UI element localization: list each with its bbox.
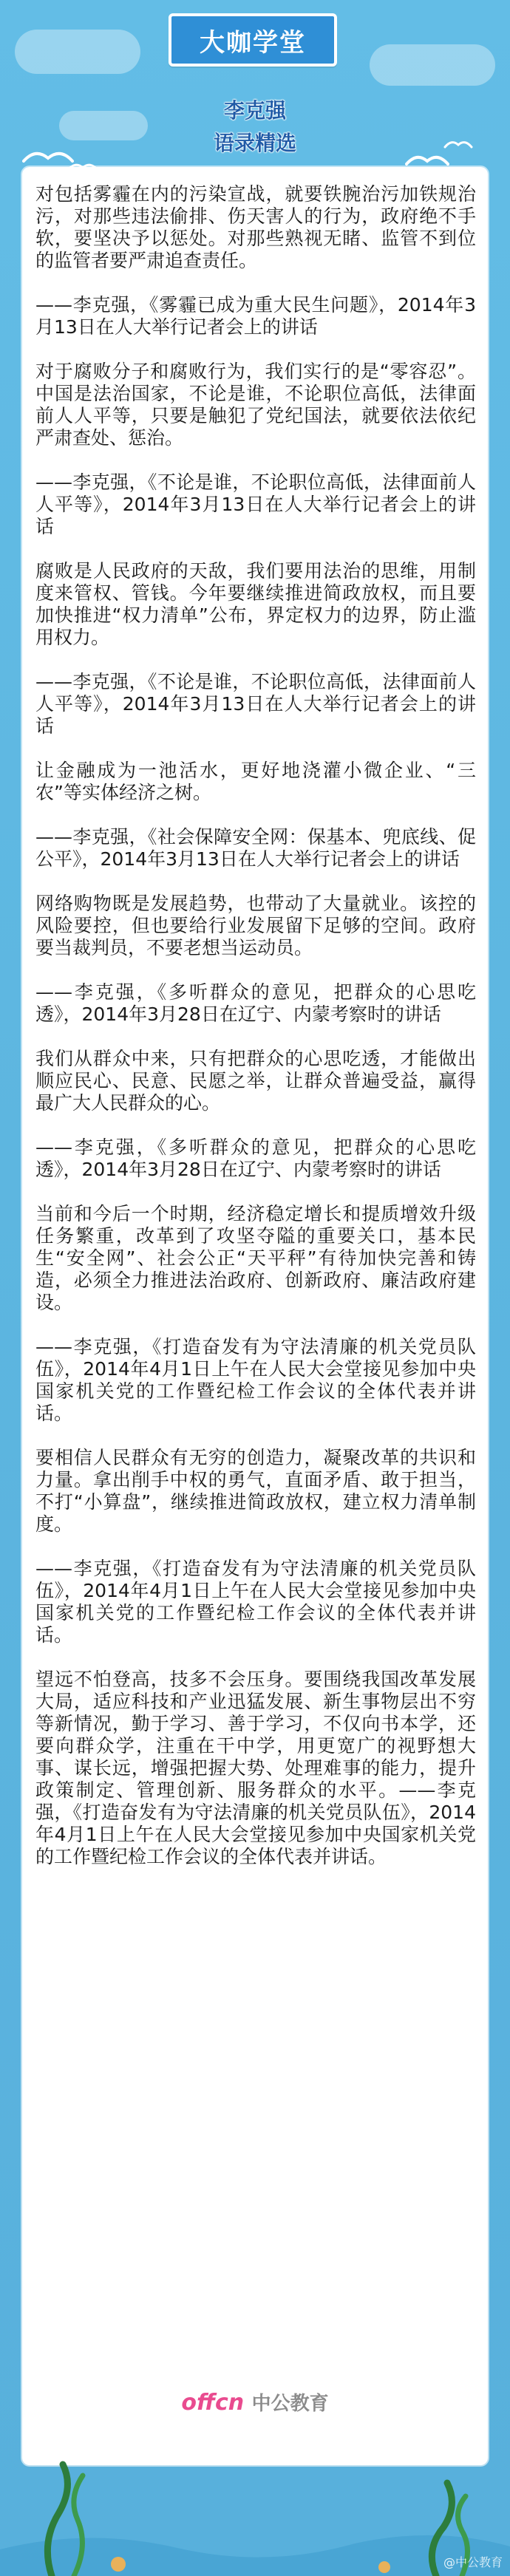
quote-paragraph: 望远不怕登高，技多不会压身。要围绕我国改革发展大局，适应科技和产业迅猛发展、新生事物层出不穷等新情况，勤于学习、善于学习，不仅向书本学，还要向群众学，注重在干中学，用更宽广的视野想大事、谋长远，增强把握大势、处理难事的能力，提升政策制定、管理创新、服务群众的水平。——李克强，《打造奋发有为守法清廉的机关党员队伍》，2014年4月1日上午在人民大会堂接见参加中央国家机关党的工作暨纪检工作会议的全体代表并讲话。 <box>35 1669 476 1867</box>
page-subtitle: 语录精选 <box>213 131 296 155</box>
quote-source: ——李克强，《社会保障安全网：保基本、兜底线、促公平》，2014年3月13日在人大举行记者会上的讲话 <box>35 826 476 870</box>
brand-latin: offcn <box>181 2390 245 2416</box>
quote-paragraph: 网络购物既是发展趋势，也带动了大量就业。该控的风险要控，但也要给行业发展留下足够的空间。政府要当裁判员，不要老想当运动员。 <box>35 893 476 958</box>
quote-paragraph: 让金融成为一池活水，更好地浇灌小微企业、“三农”等实体经济之树。 <box>35 760 476 803</box>
brand-chinese: 中公教育 <box>251 2393 329 2415</box>
header-badge <box>169 13 337 67</box>
quote-source: ——李克强，《多听群众的意见，把群众的心思吃透》，2014年3月28日在辽宁、内蒙考察时的讲话 <box>35 1137 476 1180</box>
quote-source: ——李克强，《打造奋发有为守法清廉的机关党员队伍》，2014年4月1日上午在人民大会堂接见参加中央国家机关党的工作暨纪检工作会议的全体代表并讲话。 <box>35 1336 476 1424</box>
badge-title: 大咖学堂 <box>200 27 306 58</box>
quote-source: ——李克强，《打造奋发有为守法清廉的机关党员队伍》，2014年4月1日上午在人民大会堂接见参加中央国家机关党的工作暨纪检工作会议的全体代表并讲话。 <box>35 1558 476 1646</box>
brand-logo <box>0 2388 510 2416</box>
quote-source: ——李克强，《多听群众的意见，把群众的心思吃透》，2014年3月28日在辽宁、内蒙考察时的讲话 <box>35 981 476 1025</box>
seaweed-decoration <box>0 2461 510 2576</box>
quote-source: ——李克强，《不论是谁，不论职位高低，法律面前人人平等》，2014年3月13日在人大举行记者会上的讲话 <box>35 471 476 537</box>
quote-paragraph: 要相信人民群众有无穷的创造力，凝聚改革的共识和力量。拿出削手中权的勇气，直面矛盾、敢于担当，不打“小算盘”，继续推进简政放权，建立权力清单制度。 <box>35 1447 476 1535</box>
quote-paragraph: 对包括雾霾在内的污染宣战，就要铁腕治污加铁规治污，对那些违法偷排、伤天害人的行为，政府绝不手软，要坚决予以惩处。对那些熟视无睹、监管不到位的监管者要严肃追查责任。 <box>35 183 476 271</box>
cloud-decoration <box>15 30 140 74</box>
author-name: 李克强 <box>223 98 286 123</box>
quote-source: ——李克强，《不论是谁，不论职位高低，法律面前人人平等》，2014年3月13日在人大举行记者会上的讲话 <box>35 671 476 737</box>
quote-paragraph: 腐败是人民政府的天敌，我们要用法治的思维，用制度来管权、管钱。今年要继续推进简政放权，而且要加快推进“权力清单”公布，界定权力的边界，防止滥用权力。 <box>35 560 476 648</box>
quote-paragraph: 我们从群众中来，只有把群众的心思吃透，才能做出顺应民心、民意、民愿之举，让群众普遍受益，赢得最广大人民群众的心。 <box>35 1048 476 1114</box>
quote-content <box>35 183 476 1868</box>
watermark-text: @中公教育 <box>443 2555 503 2569</box>
quote-paragraph: 当前和今后一个时期，经济稳定增长和提质增效升级任务繁重，改革到了攻坚夺隘的重要关口，基本民生“安全网”、社会公正“天平秤”有待加快完善和铸造，必须全力推进法治政府、创新政府、廉洁政府建设。 <box>35 1203 476 1313</box>
quote-paragraph: 对于腐败分子和腐败行为，我们实行的是“零容忍”。中国是法治国家，不论是谁，不论职位高低，法律面前人人平等，只要是触犯了党纪国法，就要依法依纪严肃查处、惩治。 <box>35 361 476 449</box>
quote-source: ——李克强，《雾霾已成为重大民生问题》，2014年3月13日在人大举行记者会上的讲话 <box>35 294 476 338</box>
cloud-decoration <box>370 44 495 86</box>
